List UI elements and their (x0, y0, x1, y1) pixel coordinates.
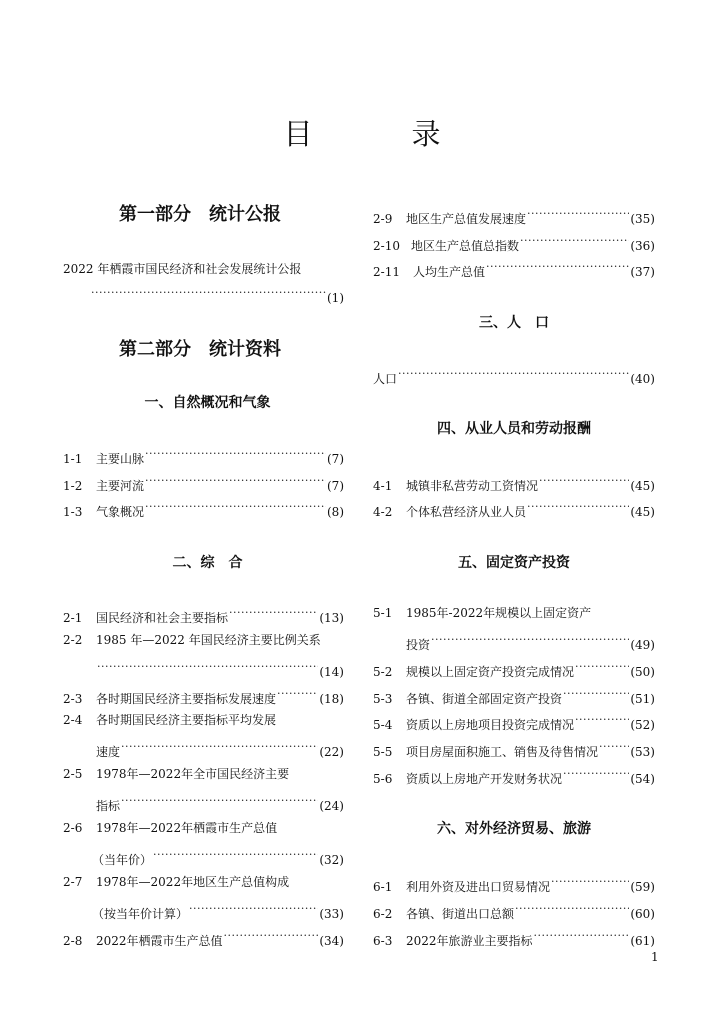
page-ref: (18) (319, 692, 344, 706)
page-ref: (34) (319, 934, 344, 948)
entry-label: 1978年—2022年全市国民经济主要 (96, 767, 290, 781)
entry-number: 2-5 (63, 767, 83, 781)
part1-name: 第一部分 (119, 204, 191, 225)
leader-dots (145, 498, 326, 516)
page-ref: (54) (630, 772, 655, 786)
page-ref: (1) (327, 291, 344, 305)
leader-dots (224, 927, 319, 945)
entry-number: 2-8 (63, 934, 83, 948)
entry-number: 2-3 (63, 692, 83, 706)
toc-entry-1-2[interactable] (63, 472, 344, 493)
toc-entry-2-5[interactable] (63, 765, 344, 783)
page-ref: (49) (630, 638, 655, 652)
leader-dots (121, 792, 318, 810)
part2-label: 统计资料 (209, 339, 281, 360)
toc-entry-2-3[interactable] (63, 685, 344, 706)
entry-number: 5-5 (373, 745, 393, 759)
toc-entry-5-4[interactable] (373, 711, 655, 732)
entry-number: 1-2 (63, 479, 83, 493)
leader-dots (575, 711, 629, 729)
leader-dots (534, 927, 630, 945)
leader-dots (153, 846, 318, 864)
page-ref: (35) (630, 212, 655, 226)
leader-dots (575, 658, 629, 676)
page-ref: (7) (327, 452, 344, 466)
entry-number: 5-2 (373, 665, 393, 679)
entry-number: 5-3 (373, 692, 393, 706)
entry-label: 2022年栖霞市生产总值 (96, 934, 223, 948)
toc-entry-6-2[interactable] (373, 900, 655, 921)
page-title (0, 112, 725, 153)
toc-entry-2-6-cont[interactable] (92, 846, 344, 867)
leader-dots (229, 604, 318, 622)
entry-label: 地区生产总值总指数 (411, 239, 520, 253)
toc-entry-5-3[interactable] (373, 685, 655, 706)
toc-entry-2-8[interactable] (63, 927, 344, 948)
page-ref: (50) (630, 665, 655, 679)
page-ref: (14) (319, 665, 344, 679)
entry-label: 国民经济和社会主要指标 (96, 611, 229, 625)
toc-entry-4-2[interactable] (373, 498, 655, 519)
leader-dots (563, 765, 629, 783)
page-ref: (59) (630, 880, 655, 894)
page-ref: (13) (319, 611, 344, 625)
section-heading-population: 三、人 口 (479, 315, 549, 331)
page-ref: (60) (630, 907, 655, 921)
page-ref: (7) (327, 479, 344, 493)
part1-heading (119, 200, 281, 226)
toc-entry-2-4-cont[interactable] (96, 738, 344, 759)
leader-dots (486, 258, 629, 276)
leader-dots (277, 685, 318, 703)
entry-number: 2-1 (63, 611, 83, 625)
toc-entry-2-5-cont[interactable] (96, 792, 344, 813)
entry-label: 1978年—2022年栖霞市生产总值 (96, 821, 278, 835)
entry-label: 利用外资及进出口贸易情况 (406, 880, 551, 894)
toc-entry-5-6[interactable] (373, 765, 655, 786)
leader-dots (527, 205, 629, 223)
entry-label: 资质以上房地产开发财务状况 (406, 772, 563, 786)
toc-entry-2-10[interactable] (373, 232, 655, 253)
entry-label-cont: 速度 (96, 745, 121, 759)
toc-entry-2-7[interactable] (63, 873, 344, 891)
page-ref: (24) (319, 799, 344, 813)
title-left-char: 目 (283, 117, 314, 151)
page-ref: (22) (319, 745, 344, 759)
toc-entry-2-2-cont[interactable] (96, 658, 344, 679)
entry-label: 各时期国民经济主要指标发展速度 (96, 692, 277, 706)
page-ref: (61) (630, 934, 655, 948)
leader-dots (91, 284, 326, 302)
page-ref: (52) (630, 718, 655, 732)
toc-entry-1-3[interactable] (63, 498, 344, 519)
entry-number: 6-2 (373, 907, 393, 921)
leader-dots (563, 685, 629, 703)
entry-number: 2-9 (373, 212, 393, 226)
entry-number: 1-3 (63, 505, 83, 519)
page-ref: (32) (319, 853, 344, 867)
section-heading-general: 二、综 合 (172, 555, 243, 571)
page-ref: (36) (630, 239, 655, 253)
toc-entry-5-1[interactable] (373, 604, 655, 622)
entry-number: 4-1 (373, 479, 393, 493)
toc-entry-5-2[interactable] (373, 658, 655, 679)
toc-entry-2-7-cont[interactable] (92, 900, 344, 921)
entry-label-cont: （按当年价计算） (92, 907, 189, 921)
entry-label: 1985年-2022年规模以上固定资产 (406, 606, 592, 620)
entry-label: 地区生产总值发展速度 (406, 212, 527, 226)
entry-number: 2-4 (63, 713, 83, 727)
entry-label: 项目房屋面积施工、销售及待售情况 (406, 745, 599, 759)
part2-name: 第二部分 (119, 339, 191, 360)
entry-label: 1978年—2022年地区生产总值构成 (96, 875, 290, 889)
entry-label: 2022年旅游业主要指标 (406, 934, 533, 948)
title-right-char: 录 (411, 117, 442, 151)
toc-entry-6-3[interactable] (373, 927, 655, 948)
toc-entry-4-1[interactable] (373, 472, 655, 493)
leader-dots (145, 445, 326, 463)
section-heading-employment: 四、从业人员和劳动报酬 (437, 421, 591, 437)
leader-dots (145, 472, 326, 490)
toc-entry-2-6[interactable] (63, 819, 344, 837)
page-ref: (37) (630, 265, 655, 279)
leader-dots (97, 658, 318, 676)
toc-entry-6-1[interactable] (373, 873, 655, 894)
leader-dots (398, 365, 629, 383)
entry-label: 各镇、街道全部固定资产投资 (406, 692, 563, 706)
page-ref: (51) (630, 692, 655, 706)
leader-dots (431, 631, 629, 649)
entry-number: 2-11 (373, 265, 400, 279)
entry-label: 城镇非私营劳动工资情况 (406, 479, 539, 493)
entry-label: 个体私营经济从业人员 (406, 505, 527, 519)
entry-number: 6-3 (373, 934, 393, 948)
leader-dots (121, 738, 318, 756)
page-ref: (33) (319, 907, 344, 921)
entry-label: 气象概况 (96, 505, 145, 519)
leader-dots (599, 738, 629, 756)
bulletin-title[interactable]: 2022 年栖霞市国民经济和社会发展统计公报 (63, 262, 302, 276)
entry-label: 各时期国民经济主要指标平均发展 (96, 713, 277, 727)
entry-label: 规模以上固定资产投资完成情况 (406, 665, 575, 679)
page-ref: (53) (630, 745, 655, 759)
part1-label: 统计公报 (209, 204, 281, 225)
toc-entry-population[interactable] (373, 365, 655, 386)
entry-number: 4-2 (373, 505, 393, 519)
entry-label: 人均生产总值 (413, 265, 486, 279)
entry-number: 5-1 (373, 606, 393, 620)
toc-entry-2-1[interactable] (63, 604, 344, 625)
section-heading-investment: 五、固定资产投资 (458, 555, 570, 571)
leader-dots (515, 900, 629, 918)
part2-heading (119, 335, 281, 361)
toc-entry-1-1[interactable] (63, 445, 344, 466)
leader-dots (527, 498, 629, 516)
leader-dots (539, 472, 629, 490)
entry-label: 各镇、街道出口总额 (406, 907, 515, 921)
entry-label: 主要山脉 (96, 452, 145, 466)
entry-label-cont: 投资 (406, 638, 431, 652)
entry-label: 1985 年—2022 年国民经济主要比例关系 (96, 633, 321, 647)
toc-entry-5-5[interactable] (373, 738, 655, 759)
entry-number: 2-10 (373, 239, 400, 253)
entry-number: 5-6 (373, 772, 393, 786)
bulletin-entry[interactable] (90, 284, 344, 305)
page-number: 1 (651, 950, 659, 964)
toc-entry-2-4[interactable] (63, 711, 344, 729)
page-ref: (45) (630, 505, 655, 519)
entry-number: 6-1 (373, 880, 393, 894)
toc-entry-2-2[interactable] (63, 631, 344, 649)
entry-label-cont: （当年价） (92, 853, 153, 867)
entry-label: 人口 (373, 372, 398, 386)
entry-number: 5-4 (373, 718, 393, 732)
entry-label-cont: 指标 (96, 799, 121, 813)
page-ref: (8) (327, 505, 344, 519)
entry-label: 主要河流 (96, 479, 145, 493)
section-heading-nature: 一、自然概况和气象 (144, 395, 271, 411)
leader-dots (189, 900, 318, 918)
entry-number: 2-2 (63, 633, 83, 647)
page-ref: (45) (630, 479, 655, 493)
leader-dots (551, 873, 629, 891)
section-heading-trade-tourism: 六、对外经济贸易、旅游 (437, 821, 591, 837)
entry-number: 2-7 (63, 875, 83, 889)
toc-entry-2-9[interactable] (373, 205, 655, 226)
entry-number: 2-6 (63, 821, 83, 835)
entry-label: 资质以上房地项目投资完成情况 (406, 718, 575, 732)
page-ref: (40) (630, 372, 655, 386)
entry-number: 1-1 (63, 452, 83, 466)
toc-entry-5-1-cont[interactable] (406, 631, 655, 652)
leader-dots (520, 232, 629, 250)
toc-entry-2-11[interactable] (373, 258, 655, 279)
